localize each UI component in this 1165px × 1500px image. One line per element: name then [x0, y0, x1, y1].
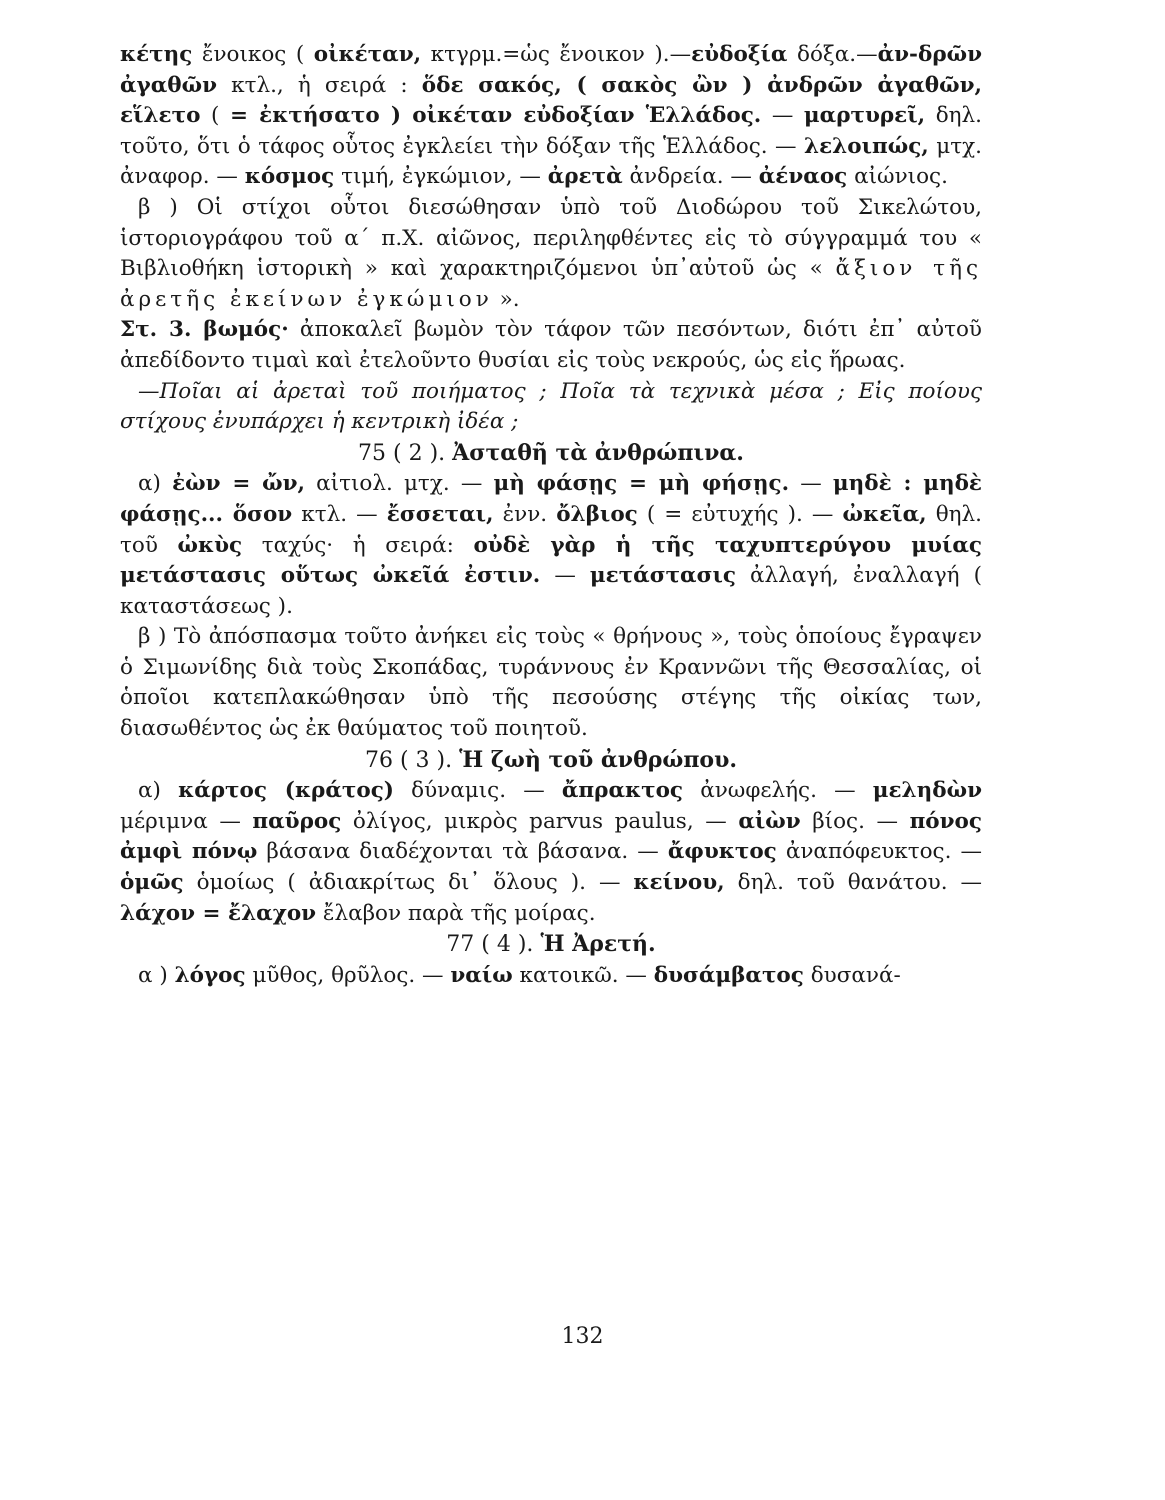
bold-term: ἀέναος — [758, 164, 848, 190]
bold-term: αἰὼν — [738, 808, 801, 834]
section-title: Ἡ Ἀρετή. — [540, 931, 656, 958]
text-run: αἰώνιος. — [847, 164, 948, 190]
bold-term: ἄπρακτος — [561, 778, 684, 804]
section-number: 75 ( 2 ). — [358, 440, 446, 466]
text-run: κτγρμ.=ὡς ἔνοικον ).— — [421, 42, 692, 67]
page-text — [120, 40, 982, 991]
text-run: α) — [138, 471, 173, 497]
text-run: α) — [138, 778, 179, 804]
text-run: — — [540, 563, 590, 589]
text-run: δηλ. τοῦτο, ὅτι ὁ τάφος οὗτος ἐγκλείει τὴν δόξαν τῆς Ἑλλάδος. — — [120, 103, 983, 159]
bold-term: ὅδε σακός, ( σακὸς ὢν ) ἀνδρῶν ἀγαθῶν, εἵλετο — [120, 72, 982, 129]
section-title: Ἡ ζωὴ τοῦ ἀνθρώπου. — [459, 746, 738, 773]
paragraph — [120, 193, 982, 315]
paragraph — [120, 776, 982, 929]
bold-term: ὠκὺς — [177, 532, 243, 558]
section-heading — [120, 745, 982, 777]
bold-term: μηδὲ : μηδὲ φάσῃς... ὅσον — [120, 471, 983, 527]
bold-term: λελοιπώς, — [804, 133, 929, 159]
text-run: β ) Τὸ ἀπόσπασμα τοῦτο ἀνήκει εἰς τοὺς « θρήνους », τοὺς ὁποίους ἔγραψεν ὁ Σιμωνίδης διὰ τοὺς Σκοπάδας, τυράννους ἐν Κραννῶνι τῆς Θεσσαλίας, οἱ ὁποῖοι κατεπλακώθησαν ὑπὸ τῆς πεσούσης στέγης τῆς οἰκίας των, διασωθέντος ὡς ἐκ θαύματος τοῦ ποιητοῦ. — [120, 624, 982, 742]
text-run: κατοικῶ. — — [512, 962, 654, 988]
bold-term: παῦρος — [252, 808, 342, 834]
text-run: ὁμοίως ( ἀδιακρίτως δι᾿ ὅλους ). — — [183, 870, 634, 896]
text-run: μέριμνα — — [120, 808, 253, 834]
bold-term: κείνου, — [633, 870, 725, 896]
text-run: ἀναπόφευκτος. — — [776, 839, 983, 865]
italic-question: —Ποῖαι αἱ ἀρεταὶ τοῦ ποιήματος ; Ποῖα τὰ τεχνικὰ μέσα ; Εἰς ποίους στίχους ἐνυπάρχει ἡ κεντρικὴ ἰδέα ; — [120, 378, 982, 435]
text-run: ἀλλαγή, ἐναλλαγή ( καταστάσεως ). — [120, 563, 983, 619]
bold-term: ναίω — [450, 962, 513, 988]
text-run: βίος. — — [800, 808, 910, 834]
text-run: κτλ. — — [292, 501, 387, 527]
bold-term: ἔσσεται, — [386, 501, 494, 527]
text-run: ἀνωφελής. — — [683, 778, 873, 804]
text-run: ἀνδρεία. — — [622, 164, 759, 190]
bold-term: εὐδοξία — [691, 42, 788, 67]
bold-term: λόγος — [174, 962, 246, 988]
paragraph — [120, 622, 982, 744]
bold-term: πόνος ἀμφὶ πόνῳ — [120, 808, 982, 865]
paragraph — [120, 961, 982, 992]
bold-term: κόσμος — [244, 164, 335, 190]
text-run: μῦθος, θρῦλος. — — [245, 962, 451, 988]
section-heading — [120, 929, 982, 961]
bold-term: λάχον = ἔλαχον — [120, 900, 317, 926]
text-run: ( = εὐτυχής ). — — [637, 501, 843, 527]
paragraph — [120, 469, 982, 622]
text-run: βάσανα διαδέχονται τὰ βάσανα. — — [257, 839, 668, 865]
text-run: αἰτιολ. μτχ. — — [305, 471, 494, 497]
bold-term: οἰκέταν, — [313, 42, 422, 67]
bold-term: κέτης — [120, 42, 193, 67]
text-run: ( — [200, 103, 230, 129]
text-run: τιμή, ἐγκώμιον, — — [334, 164, 548, 190]
text-run: δύναμις. — — [393, 778, 562, 804]
text-run: δόξα.— — [787, 42, 878, 67]
text-run: — — [761, 103, 804, 129]
bold-term: μαρτυρεῖ, — [803, 103, 926, 129]
text-run: ὀλίγος, μικρὸς parvus paulus, — — [341, 808, 739, 834]
bold-term: κάρτος (κράτος) — [178, 778, 394, 804]
bold-term: ὠκεῖα, — [842, 501, 927, 527]
bold-term: ὄλβιος — [556, 501, 638, 527]
text-run: ἔλαβον παρὰ τῆς μοίρας. — [316, 900, 596, 926]
bold-term: ἀν-δρῶν ἀγαθῶν — [120, 42, 983, 98]
text-run: — — [789, 471, 833, 497]
paragraph — [120, 377, 982, 438]
text-run: ἐνν. — [493, 501, 557, 527]
text-run: β ) Οἱ στίχοι οὗτοι διεσώθησαν ὑπὸ τοῦ Διοδώρου τοῦ Σικελώτου, ἱστοριογράφου τοῦ α΄ π.Χ. αἰῶνος, περιληφθέντες εἰς τὸ σύγγραμμά του « Βιβλιοθήκη ἱστορικὴ » καὶ χαρακτηριζόμενοι ὑπ᾿αὐτοῦ ὡς « — [120, 194, 982, 282]
bold-term: δυσάμβατος — [653, 962, 804, 988]
section-number: 76 ( 3 ). — [364, 747, 453, 773]
section-heading — [120, 438, 982, 470]
bold-term: = ἐκτήσατο ) οἰκέταν εὐδοξίαν Ἑλλάδος. — [229, 103, 762, 129]
text-run: δηλ. τοῦ θανάτου. — — [724, 870, 982, 896]
bold-term: ἀρετὰ — [547, 164, 623, 190]
bold-term: Στ. 3. βωμός· — [120, 317, 289, 343]
paragraph — [120, 40, 982, 193]
bold-term: μὴ φάσῃς = μὴ φήσῃς. — [493, 471, 790, 497]
text-run: μτχ. ἀναφορ. — — [120, 133, 982, 190]
bold-term: ὁμῶς — [120, 870, 184, 896]
section-title: Ἀσταθῆ τὰ ἀνθρώπινα. — [452, 439, 744, 466]
text-run: θηλ. τοῦ — [120, 501, 982, 558]
text-run: ταχύς· ἡ σειρά: — [242, 532, 474, 558]
text-run: ἀποκαλεῖ βωμὸν τὸν τάφον τῶν πεσόντων, διότι ἐπ᾿ αὐτοῦ ἀπεδίδοντο τιμαὶ καὶ ἐτελοῦντο θυσίαι εἰς τοὺς νεκρούς, ὡς εἰς ἥρωας. — [120, 317, 982, 373]
text-run: δυσανά- — [803, 962, 901, 988]
bold-term: ἐὼν = ὤν, — [172, 471, 305, 497]
page-number: 132 — [561, 1324, 604, 1349]
section-number: 77 ( 4 ). — [446, 932, 534, 958]
bold-term: ἄφυκτος — [667, 839, 777, 865]
bold-term: μετάστασις — [589, 563, 736, 589]
text-run: ». — [492, 286, 520, 312]
text-run: α ) — [138, 962, 175, 988]
bold-term: μεληδὼν — [872, 778, 982, 804]
paragraph — [120, 315, 982, 376]
bold-term: οὐδὲ γὰρ ἡ τῆς ταχυπτερύγου μυίας μετάστασις οὕτως ὠκεῖά ἐστιν. — [120, 532, 982, 589]
text-run: ἄξιον τῆς ἀρετῆς ἐκείνων ἐγκώμιον — [120, 256, 982, 312]
text-run: ἔνοικος ( — [192, 42, 314, 67]
text-run: κτλ., ἡ σειρά : — [217, 72, 422, 98]
